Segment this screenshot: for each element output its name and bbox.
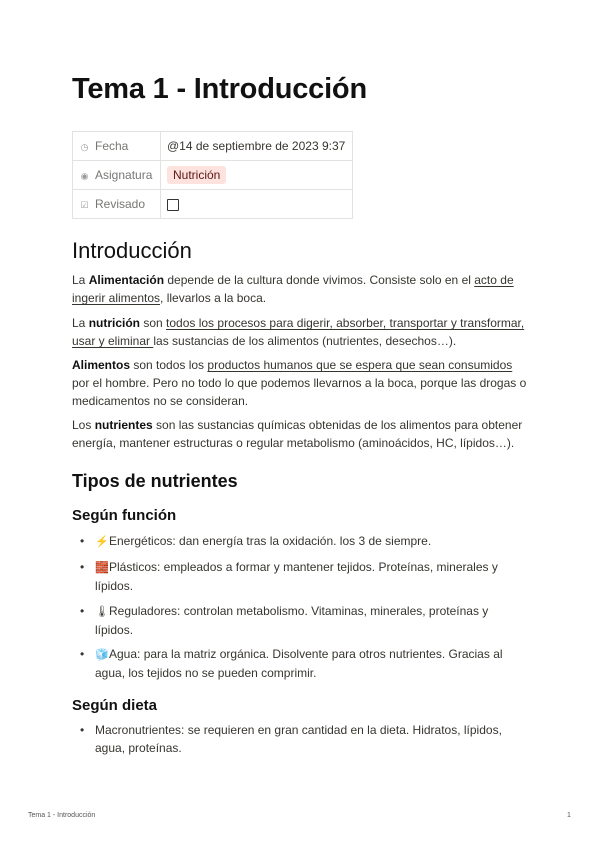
paragraph-alimentos: Alimentos son todos los productos humanos que se espera que sean consumidos por el hombre. Pero no todo lo que podemos llevarnos a la boca, porque las drogas o medicamentos no se consideran.: [72, 358, 527, 408]
heading-introduccion: Introducción: [72, 238, 192, 263]
bricks-icon: 🧱: [95, 562, 109, 574]
property-row-asignatura: [73, 161, 353, 190]
footer-title: Tema 1 - Introducción: [28, 812, 96, 819]
property-row-revisado: [73, 190, 353, 219]
asignatura-tag[interactable]: Nutrición: [167, 166, 226, 184]
list-item-plasticos: • 🧱Plásticos: empleados a formar y mantener tejidos. Proteínas, minerales y lípidos.: [72, 558, 528, 595]
list-item-energeticos: • ⚡Energéticos: dan energía tras la oxidación. los 3 de siempre.: [72, 532, 528, 551]
thermometer-icon: 🌡: [95, 606, 109, 618]
list-item-reguladores: • 🌡Reguladores: controlan metabolismo. Vitaminas, minerales, proteínas y lípidos.: [72, 602, 528, 639]
select-icon: ◉: [80, 171, 89, 181]
checkbox-icon: ☑: [80, 200, 89, 210]
footer-page-number: 1: [567, 812, 571, 819]
lightning-icon: ⚡: [95, 536, 109, 548]
heading-tipos-nutrientes: Tipos de nutrientes: [72, 471, 238, 491]
ice-cube-icon: 🧊: [95, 649, 109, 661]
list-item-agua: • 🧊Agua: para la matriz orgánica. Disolvente para otros nutrientes. Gracias al agua, los tejidos no se pueden comprimir.: [72, 645, 528, 682]
asignatura-label: Asignatura: [95, 168, 153, 182]
clock-icon: ◷: [80, 142, 89, 152]
fecha-label: Fecha: [95, 139, 129, 153]
properties-table: [72, 131, 353, 219]
property-row-fecha: [73, 132, 353, 161]
paragraph-nutricion: La nutrición son todos los procesos para digerir, absorber, transportar y transformar, usar y eliminar las sustancias de los alimentos (nutrientes, desechos…).: [72, 316, 525, 348]
revisado-checkbox[interactable]: [167, 199, 179, 211]
page-title: Tema 1 - Introducción: [72, 73, 367, 105]
list-item-macronutrientes: • Macronutrientes: se requieren en gran cantidad en la dieta. Hidratos, lípidos, agua, proteínas.: [72, 721, 528, 757]
paragraph-alimentacion: La Alimentación depende de la cultura donde vivimos. Consiste solo en el acto de ingerir alimentos, llevarlos a la boca.: [72, 273, 514, 305]
fecha-value[interactable]: @14 de septiembre de 2023 9:37: [161, 132, 353, 161]
heading-segun-dieta: Según dieta: [72, 697, 158, 714]
paragraph-nutrientes: Los nutrientes son las sustancias químicas obtenidas de los alimentos para obtener energía, mantener estructuras o regular metabolismo (aminoácidos, HC, lípidos…).: [72, 418, 523, 450]
revisado-label: Revisado: [95, 197, 146, 211]
heading-segun-funcion: Según función: [72, 507, 177, 524]
